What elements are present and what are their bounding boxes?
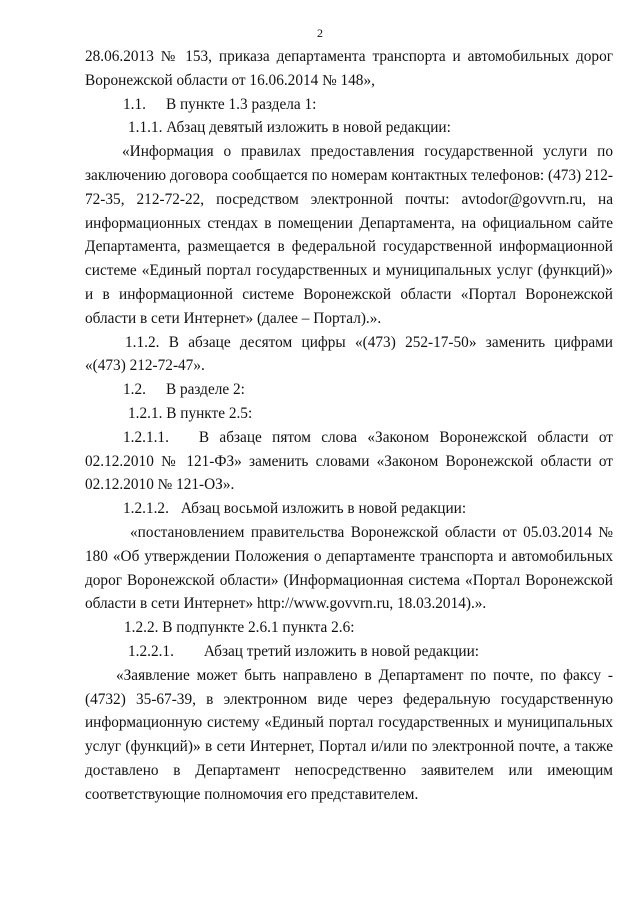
paragraph-text: «Информация о правилах предоставления государственной услуги по заключению договора сообщается по номерам контактных телефонов: (473) 212-72-35, 212-72-22, посредством электронной почты: avtodor@govvrn.ru, на информационных стендах в помещении Департамента, на официальном сайте Департамента, размещается в федеральной государственной информационной системе «Единый портал государственных и муниципальных услуг (функций)» и в информационной системе Воронежской области «Портал Воронежской области в сети Интернет» (далее – Портал).». [85, 143, 613, 327]
clause-number: 1.2.1.2. [123, 500, 169, 518]
paragraph-1-1 [85, 93, 613, 117]
clause-number: 1.1. [123, 95, 146, 113]
paragraph-1-1-2 [85, 331, 613, 379]
clause-number: 1.2.2.1. [128, 642, 174, 660]
paragraph-text: Абзац восьмой изложить в новой редакции: [180, 500, 467, 518]
paragraph-quote-application [85, 664, 613, 807]
paragraph-quote-info [85, 140, 613, 330]
paragraph-text: 1.1.1. Абзац девятый изложить в новой редакции: [128, 119, 451, 137]
paragraph-text: В разделе 2: [165, 381, 245, 399]
page-number: 2 [317, 26, 323, 40]
paragraph-text: 28.06.2013 № 153, приказа департамента транспорта и автомобильных дорог Воронежской области от 16.06.2014 № 148», [85, 48, 613, 89]
document-body [85, 45, 613, 807]
paragraph-text: В абзаце пятом слова «Законом Воронежской области от 02.12.2010 № 121-ФЗ» заменить словами «Законом Воронежской области от 02.12.2010 № 121-ОЗ». [85, 428, 613, 494]
paragraph-1-2-2-1 [85, 640, 613, 664]
paragraph-text: «Заявление может быть направлено в Департамент по почте, по факсу - (4732) 35-67-39, в электронном виде через федеральную государственную информационную систему «Единый портал государственных и муниципальных услуг (функций)» в сети Интернет, Портал и/или по электронной почте, а также доставлено в Департамент непосредственно заявителем или имеющим соответствующие полномочия его представителем. [85, 666, 613, 803]
paragraph-text: Абзац третий изложить в новой редакции: [203, 642, 480, 660]
paragraph-text: В пункте 1.3 раздела 1: [165, 95, 317, 113]
clause-number: 1.2.1.1. [123, 428, 169, 446]
paragraph-1-2-1-2 [85, 497, 613, 521]
paragraph-text: 1.2.2. В подпункте 2.6.1 пункта 2.6: [124, 619, 355, 637]
paragraph-1-2-1 [85, 402, 613, 426]
paragraph-1-2-2 [85, 616, 613, 640]
paragraph-1-2 [85, 378, 613, 402]
clause-number: 1.2. [123, 381, 146, 399]
paragraph-text: 1.2.1. В пункте 2.5: [128, 404, 253, 422]
paragraph-text: 1.1.2. В абзаце десятом цифры «(473) 252-17-50» заменить цифрами «(473) 212-72-47». [85, 333, 613, 375]
paragraph-continuation [85, 45, 613, 93]
paragraph-quote-resolution [85, 521, 613, 616]
paragraph-1-2-1-1 [85, 426, 613, 497]
paragraph-1-1-1 [85, 116, 613, 140]
paragraph-text: «постановлением правительства Воронежской области от 05.03.2014 № 180 «Об утверждении Положения о департаменте транспорта и автомобильных дорог Воронежской области» (Информационная система «Портал Воронежской области в сети Интернет» http://www.govvrn.ru, 18.03.2014).». [85, 523, 613, 613]
